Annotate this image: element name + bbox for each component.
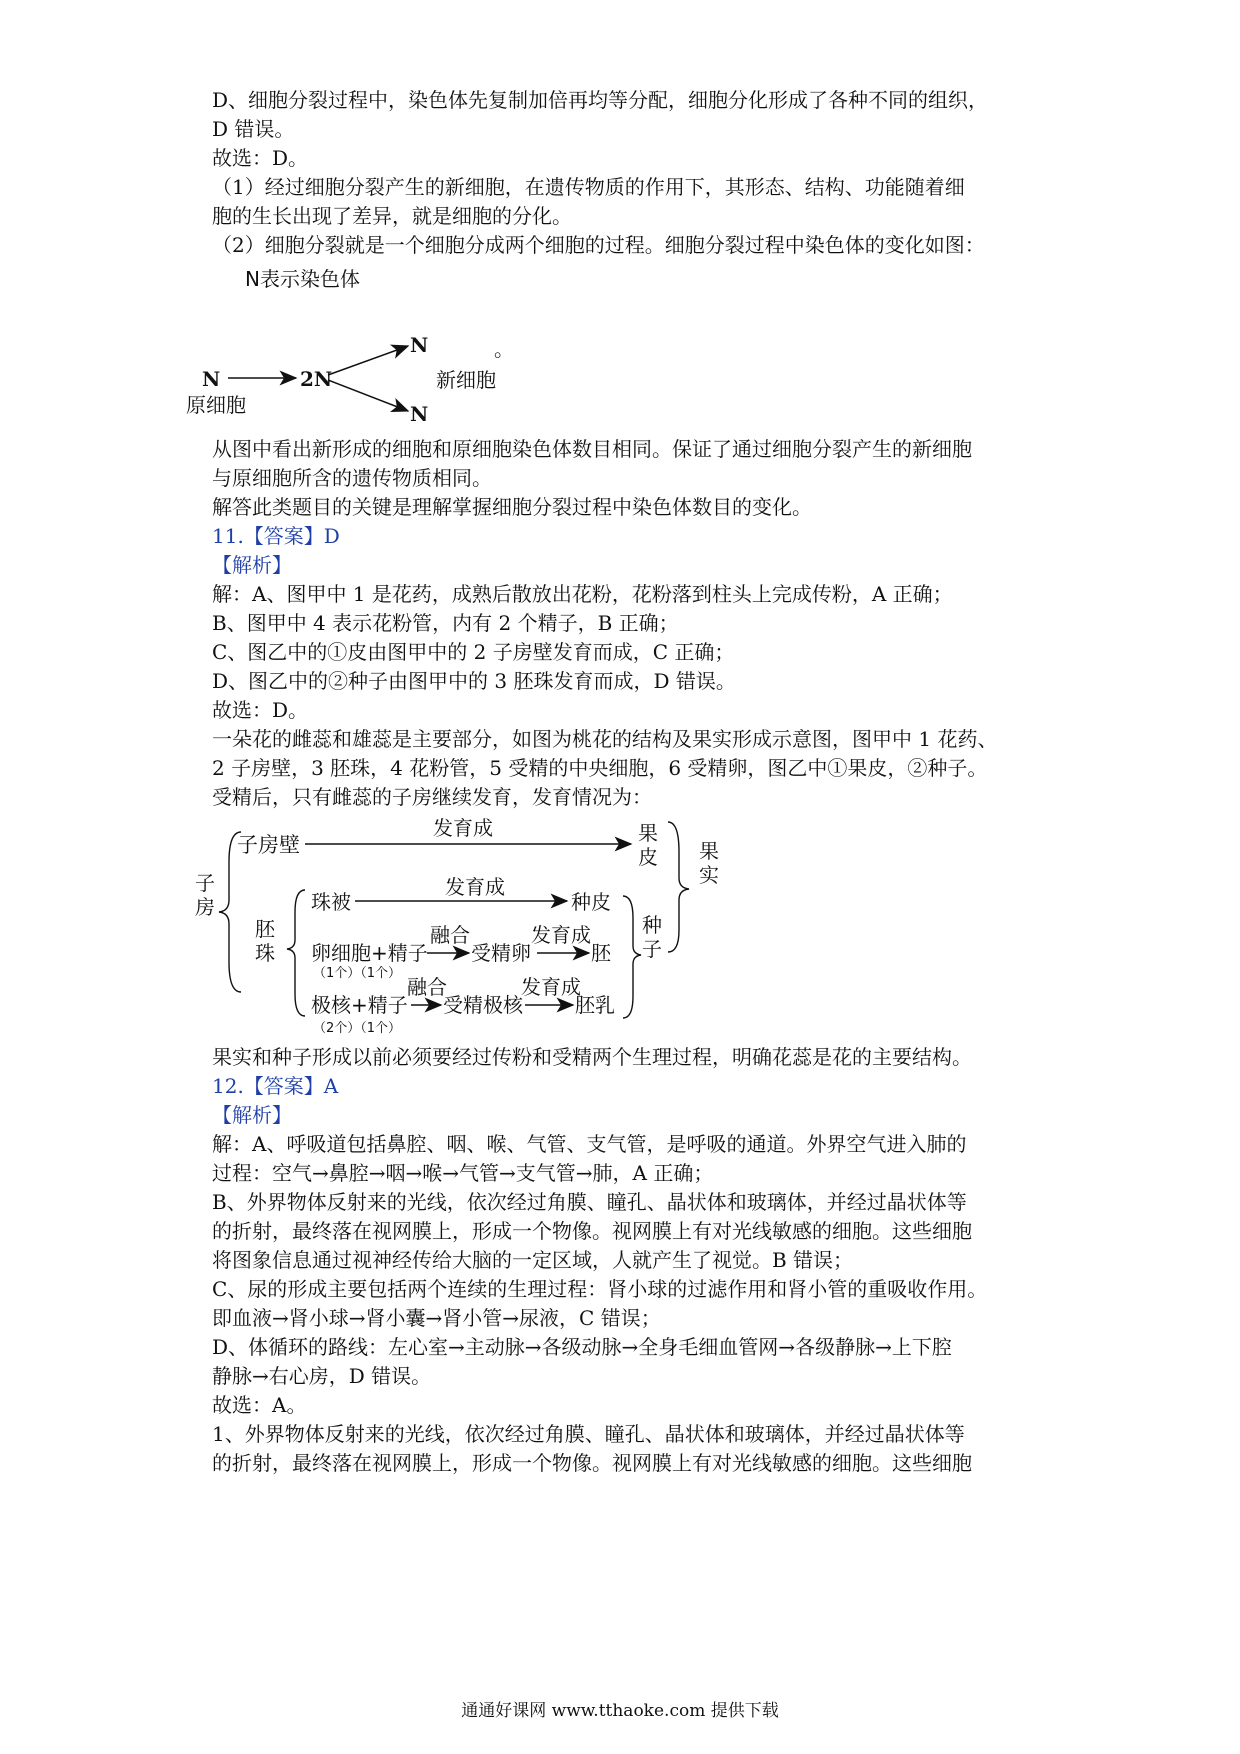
integument-label: 珠被: [311, 890, 351, 914]
n-original: N: [202, 367, 221, 391]
text-line: C、图乙中的①皮由图甲中的 2 子房壁发育而成，C 正确；: [212, 640, 735, 664]
text-line: D、体循环的路线：左心室→主动脉→各级动脉→全身毛细血管网→各级静脉→上下腔: [212, 1335, 952, 1359]
egg-sperm-count: （1个）（1个）: [313, 966, 402, 981]
text-line: D 错误。: [212, 117, 295, 141]
text-line: 的折射，最终落在视网膜上，形成一个物像。视网膜上有对光线敏感的细胞。这些细胞: [212, 1219, 972, 1243]
text-line: 1、外界物体反射来的光线，依次经过角膜、瞳孔、晶状体和玻璃体，并经过晶状体等: [212, 1422, 965, 1446]
text-line: 将图象信息通过视神经传给大脑的一定区域，人就产生了视觉。B 错误；: [212, 1248, 854, 1272]
text-line: 胞的生长出现了差异，就是细胞的分化。: [212, 204, 572, 228]
text-line: 2 子房壁，3 胚珠，4 花粉管，5 受精的中央细胞，6 受精卵，图乙中①果皮，②种子。: [212, 756, 988, 780]
seed-coat-label: 种皮: [571, 890, 611, 914]
text-line: 与原细胞所含的遗传物质相同。: [212, 466, 492, 490]
text-line: 的折射，最终落在视网膜上，形成一个物像。视网膜上有对光线敏感的细胞。这些细胞: [212, 1451, 972, 1475]
text-line: 即血液→肾小球→肾小囊→肾小管→尿液，C 错误；: [212, 1306, 661, 1330]
develop-label-2: 发育成: [445, 875, 505, 899]
text-line: C、尿的形成主要包括两个连续的生理过程：肾小球的过滤作用和肾小管的重吸收作用。: [212, 1277, 988, 1301]
q11-analysis-label: 【解析】: [212, 553, 292, 577]
chromosome-legend: N表示染色体: [245, 267, 360, 291]
fertilized-polar-label: 受精极核: [443, 993, 523, 1017]
text-line: 故选：D。: [212, 698, 309, 722]
arrow-lower: [328, 380, 408, 411]
develop-label-1: 发育成: [433, 816, 493, 840]
fuse-label-2: 融合: [407, 975, 447, 999]
ovary-wall-label: 子房壁: [237, 833, 300, 857]
text-line: 故选：A。: [212, 1393, 307, 1417]
text-line: 解：A、图甲中 1 是花药，成熟后散放出花粉，花粉落到柱头上完成传粉，A 正确；: [212, 582, 953, 606]
develop-label-3: 发育成: [531, 923, 591, 947]
q12-heading: 12.【答案】A: [212, 1074, 339, 1098]
ovule-label: 胚珠: [255, 917, 275, 965]
seed-label: 种子: [642, 913, 662, 961]
text-line: 从图中看出新形成的细胞和原细胞染色体数目相同。保证了通过细胞分裂产生的新细胞: [212, 437, 972, 461]
text-line: D、细胞分裂过程中，染色体先复制加倍再均等分配，细胞分化形成了各种不同的组织，: [212, 88, 989, 112]
text-line: 一朵花的雌蕊和雄蕊是主要部分，如图为桃花的结构及果实形成示意图，图甲中 1 花药、: [212, 727, 998, 751]
text-line: 受精后，只有雌蕊的子房继续发育，发育情况为：: [212, 785, 652, 809]
text-line: 解：A、呼吸道包括鼻腔、咽、喉、气管、支气管，是呼吸的通道。外界空气进入肺的: [212, 1132, 967, 1156]
endosperm-label: 胚乳: [575, 993, 615, 1017]
seed-brace: [623, 896, 641, 1018]
page-footer: 通通好课网 www.tthaoke.com 提供下载: [461, 1701, 779, 1721]
label-original-cell: 原细胞: [186, 393, 246, 417]
fuse-label-1: 融合: [430, 923, 470, 947]
polar-sperm-label: 极核+精子: [311, 993, 408, 1017]
text-line: B、外界物体反射来的光线，依次经过角膜、瞳孔、晶状体和玻璃体，并经过晶状体等: [212, 1190, 967, 1214]
text-line: B、图甲中 4 表示花粉管，内有 2 个精子，B 正确；: [212, 611, 679, 635]
text-line: D、图乙中的②种子由图甲中的 3 胚珠发育而成，D 错误。: [212, 669, 736, 693]
fruit-formation-figure: [195, 812, 825, 1044]
ovule-brace: [287, 890, 305, 1016]
egg-sperm-label: 卵细胞+精子: [311, 941, 428, 965]
text-line: 故选：D。: [212, 146, 309, 170]
text-line: 静脉→右心房，D 错误。: [212, 1364, 432, 1388]
q12-analysis-label: 【解析】: [212, 1103, 292, 1127]
text-line: 解答此类题目的关键是理解掌握细胞分裂过程中染色体数目的变化。: [212, 495, 812, 519]
develop-label-4: 发育成: [521, 975, 581, 999]
pericarp-label: 果皮: [638, 821, 658, 869]
text-line: 果实和种子形成以前必须要经过传粉和受精两个生理过程，明确花蕊是花的主要结构。: [212, 1045, 972, 1069]
dot-mark: 。: [494, 337, 514, 361]
n-new-top: N: [410, 333, 429, 357]
n-doubled: 2N: [300, 367, 333, 391]
text-line: （1）经过细胞分裂产生的新细胞，在遗传物质的作用下，其形态、结构、功能随着细: [212, 175, 965, 199]
polar-sperm-count: （2个）（1个）: [313, 1021, 402, 1036]
q11-heading: 11.【答案】D: [212, 524, 340, 548]
text-line: 过程：空气→鼻腔→咽→喉→气管→支气管→肺，A 正确；: [212, 1161, 714, 1185]
zygote-label: 受精卵: [471, 941, 531, 965]
n-new-bottom: N: [410, 402, 429, 426]
arrow-upper: [328, 346, 408, 375]
text-line: （2）细胞分裂就是一个细胞分成两个细胞的过程。细胞分裂过程中染色体的变化如图：: [212, 233, 985, 257]
embryo-label: 胚: [591, 941, 611, 965]
label-new-cell: 新细胞: [436, 368, 496, 392]
ovary-char-1: 子房: [195, 871, 215, 919]
fruit-label: 果实: [699, 839, 719, 887]
fruit-brace: [668, 822, 689, 952]
cell-division-figure: [186, 262, 620, 432]
